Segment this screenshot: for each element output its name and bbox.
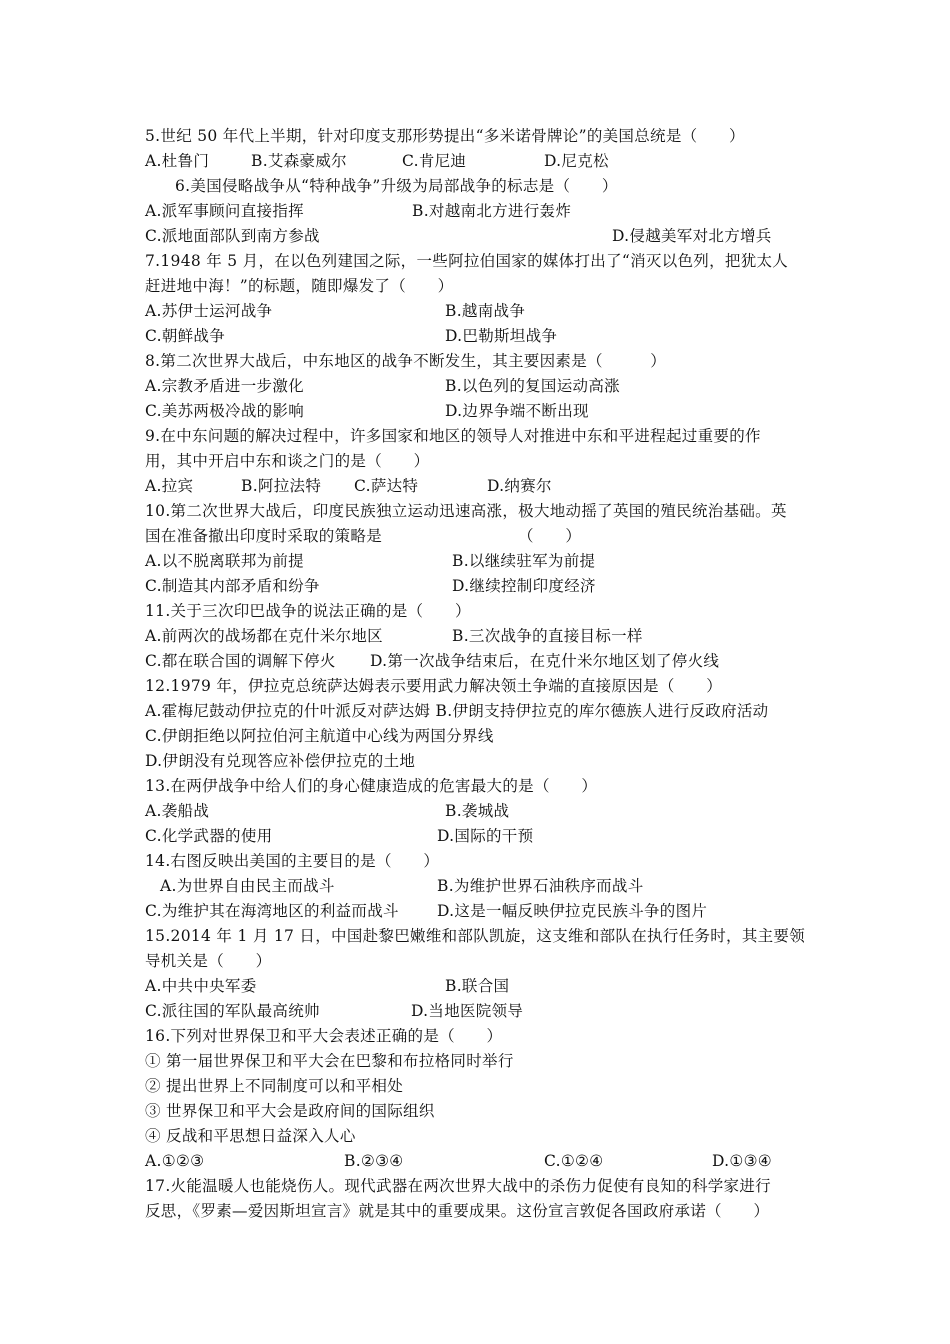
q7-option-d: D.巴勒斯坦战争 (445, 327, 558, 345)
q13-option-c: C.化学武器的使用 (145, 827, 273, 845)
q9-option-d: D.纳赛尔 (487, 477, 552, 495)
q7-stem-line2: 赶进地中海！”的标题，随即爆发了（ ） (145, 277, 454, 295)
q8-option-c: C.美苏两极冷战的影响 (145, 402, 305, 420)
q15-option-a: A.中共中央军委 (145, 977, 257, 995)
q10-option-c: C.制造其内部矛盾和纷争 (145, 577, 320, 595)
q8-option-b: B.以色列的复国运动高涨 (445, 377, 620, 395)
q7-option-c: C.朝鲜战争 (145, 327, 226, 345)
q13-option-d: D.国际的干预 (437, 827, 534, 845)
q14-option-c: C.为维护其在海湾地区的利益而战斗 (145, 902, 399, 920)
q8-option-d: D.边界争端不断出现 (445, 402, 589, 420)
q5-option-c: C.肯尼迪 (402, 152, 467, 170)
q15-stem-line1: 15.2014 年 1 月 17 日，中国赴黎巴嫩维和部队凯旋，这支维和部队在执行任务时，其主要领 (145, 927, 806, 945)
q11-option-d: D.第一次战争结束后，在克什米尔地区划了停火线 (370, 652, 720, 670)
q15-stem-line2: 导机关是（ ） (145, 952, 272, 970)
q12-option-ab: A.霍梅尼鼓动伊拉克的什叶派反对萨达姆 B.伊朗支持伊拉克的库尔德族人进行反政府活动 (145, 702, 769, 720)
q17-stem-line2: 反思，《罗素—爱因斯坦宣言》就是其中的重要成果。这份宣言敦促各国政府承诺（ ） (145, 1202, 770, 1220)
q9-option-b: B.阿拉法特 (241, 477, 322, 495)
q10-option-a: A.以不脱离联邦为前提 (145, 552, 304, 570)
q11-option-a: A.前两次的战场都在克什米尔地区 (145, 627, 383, 645)
q10-answer-blank: （ ） (518, 527, 582, 545)
q13-option-b: B.袭城战 (445, 802, 510, 820)
q16-statement-1: ① 第一届世界保卫和平大会在巴黎和布拉格同时举行 (145, 1052, 514, 1070)
q16-statement-4: ④ 反战和平思想日益深入人心 (145, 1127, 356, 1145)
q7-stem-line1: 7.1948 年 5 月，在以色列建国之际，一些阿拉伯国家的媒体打出了“消灭以色列，把犹太人 (145, 252, 789, 270)
q9-stem-line1: 9.在中东问题的解决过程中，许多国家和地区的领导人对推进中东和平进程起过重要的作 (145, 427, 761, 445)
q10-stem-line1: 10.第二次世界大战后，印度民族独立运动迅速高涨，极大地动摇了英国的殖民统治基础。英 (145, 502, 787, 520)
q15-option-b: B.联合国 (445, 977, 510, 995)
q16-statement-2: ② 提出世界上不同制度可以和平相处 (145, 1077, 404, 1095)
q15-option-c: C.派往国的军队最高统帅 (145, 1002, 320, 1020)
q10-stem-line2: 国在准备撤出印度时采取的策略是 (145, 527, 383, 545)
q14-option-b: B.为维护世界石油秩序而战斗 (437, 877, 644, 895)
q16-stem: 16.下列对世界保卫和平大会表述正确的是（ ） (145, 1027, 503, 1045)
q7-option-b: B.越南战争 (445, 302, 526, 320)
q10-option-d: D.继续控制印度经济 (452, 577, 596, 595)
q14-option-a: A.为世界自由民主而战斗 (160, 877, 335, 895)
q9-option-c: C.萨达特 (354, 477, 419, 495)
q5-option-d: D.尼克松 (544, 152, 609, 170)
q16-statement-3: ③ 世界保卫和平大会是政府间的国际组织 (145, 1102, 435, 1120)
q13-stem: 13.在两伊战争中给人们的身心健康造成的危害最大的是（ ） (145, 777, 598, 795)
q6-option-a: A.派军事顾问直接指挥 (145, 202, 304, 220)
q6-option-d: D.侵越美军对北方增兵 (612, 227, 772, 245)
q5-option-a: A.杜鲁门 (145, 152, 210, 170)
q16-option-d: D.①③④ (712, 1152, 772, 1170)
q5-stem: 5.世纪 50 年代上半期，针对印度支那形势提出“多米诺骨牌论”的美国总统是（ ） (145, 127, 745, 145)
q17-stem-line1: 17.火能温暖人也能烧伤人。现代武器在两次世界大战中的杀伤力促使有良知的科学家进行 (145, 1177, 771, 1195)
q14-stem: 14.右图反映出美国的主要目的是（ ） (145, 852, 440, 870)
q7-option-a: A.苏伊士运河战争 (145, 302, 273, 320)
q9-stem-line2: 用，其中开启中东和谈之门的是（ ） (145, 452, 430, 470)
q9-option-a: A.拉宾 (145, 477, 194, 495)
q8-stem: 8.第二次世界大战后，中东地区的战争不断发生，其主要因素是（ ） (145, 352, 666, 370)
q16-option-a: A.①②③ (145, 1152, 205, 1170)
q16-option-b: B.②③④ (344, 1152, 404, 1170)
q11-stem: 11.关于三次印巴战争的说法正确的是（ ） (145, 602, 471, 620)
q15-option-d: D.当地医院领导 (411, 1002, 524, 1020)
q14-option-d: D.这是一幅反映伊拉克民族斗争的图片 (437, 902, 708, 920)
q11-option-b: B.三次战争的直接目标一样 (452, 627, 643, 645)
q12-stem: 12.1979 年，伊拉克总统萨达姆表示要用武力解决领土争端的直接原因是（ ） (145, 677, 723, 695)
q16-option-c: C.①②④ (544, 1152, 604, 1170)
q12-option-d: D.伊朗没有兑现答应补偿伊拉克的土地 (145, 752, 416, 770)
q6-option-b: B.对越南北方进行轰炸 (412, 202, 572, 220)
q5-option-b: B.艾森豪威尔 (251, 152, 347, 170)
q11-option-c: C.都在联合国的调解下停火 (145, 652, 336, 670)
q12-option-c: C.伊朗拒绝以阿拉伯河主航道中心线为两国分界线 (145, 727, 494, 745)
q6-option-c: C.派地面部队到南方参战 (145, 227, 320, 245)
q13-option-a: A.袭船战 (145, 802, 210, 820)
q10-option-b: B.以继续驻军为前提 (452, 552, 596, 570)
q8-option-a: A.宗教矛盾进一步激化 (145, 377, 304, 395)
q6-stem: 6.美国侵略战争从“特种战争”升级为局部战争的标志是（ ） (175, 177, 618, 195)
